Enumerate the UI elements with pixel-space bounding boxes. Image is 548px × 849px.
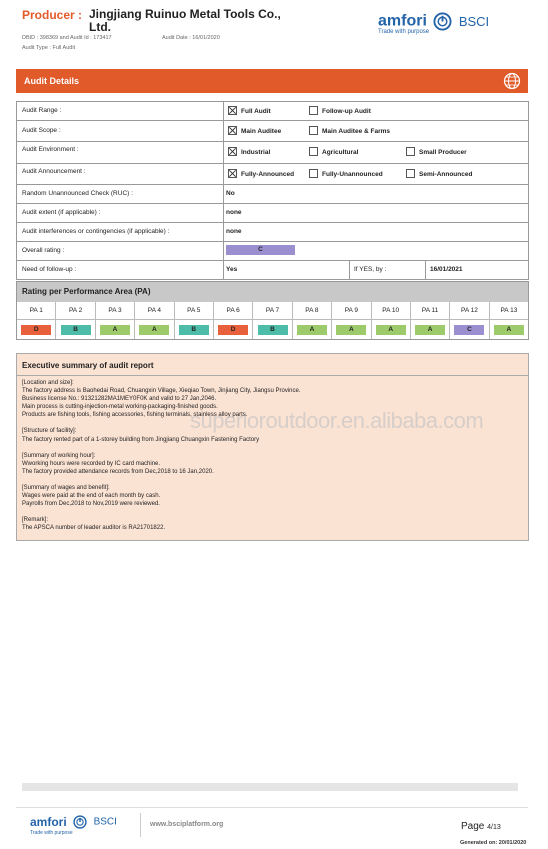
full-audit-option: Full Audit: [228, 107, 271, 116]
if-yes-label: If YES, by :: [354, 266, 387, 273]
overall-rating-label: Overall rating :: [22, 247, 65, 254]
audit-announcement-row: [17, 164, 528, 185]
summary-line: Business license No.: 91321282MA1MEY0F0K and valid to 27 Jan,2046.: [22, 396, 217, 403]
summary-line: The factory provided attendance records from Dec,2018 to 16 Jan,2020.: [22, 468, 214, 475]
page-indicator: [461, 821, 501, 832]
summary-body: [22, 379, 522, 540]
producer-name: Jingjiang Ruinuo Metal Tools Co., Ltd.: [89, 7, 281, 34]
brand-tagline: Trade with purpose: [378, 29, 430, 35]
pa-label: PA 5: [175, 302, 213, 320]
pa-grade-badge: B: [61, 325, 91, 335]
summary-heading: [Structure of facility]:: [22, 428, 77, 435]
follow-up-audit-checkbox: [309, 106, 318, 115]
amfori-logo: [378, 12, 489, 35]
pa-grade-badge: A: [100, 325, 130, 335]
summary-line: Wworking hours were recorded by IC card machine.: [22, 460, 161, 467]
summary-line: The factory rented part of a 1-storey building from Jingjiang Chuangxin Fastening Factory: [22, 436, 260, 443]
producer-label: Producer :: [22, 8, 83, 22]
pa-label: PA 11: [411, 302, 449, 320]
audit-environment-label: Audit Environment :: [22, 146, 79, 153]
footer-brand-suffix: BSCI: [93, 816, 117, 828]
audit-environment-row: [17, 142, 528, 164]
pa-grade-badge: A: [494, 325, 524, 335]
main-auditee-farms-option: Main Auditee & Farms: [309, 127, 390, 136]
overall-rating-badge: C: [226, 245, 295, 255]
interferences-label: Audit interferences or contingencies (if applicable) :: [22, 228, 170, 235]
pa-label: PA 2: [56, 302, 94, 320]
if-yes-date: 16/01/2021: [430, 266, 463, 273]
audit-details-title: Audit Details: [24, 76, 80, 86]
dbid-line: DBID : 398369 and Audit Id : 173417: [22, 35, 112, 41]
pa-grade-badge: B: [258, 325, 288, 335]
page-number: 4/13: [487, 824, 501, 831]
ruc-row: [17, 185, 528, 204]
pa-label: PA 4: [135, 302, 173, 320]
summary-title: Executive summary of audit report: [22, 361, 154, 370]
audit-date: Audit Date : 16/01/2020: [162, 35, 220, 41]
pa-cell: [489, 302, 528, 339]
summary-block: [22, 516, 522, 532]
fully-unannounced-option: Fully-Unannounced: [309, 170, 383, 179]
summary-line: Main process is cutting-injection-metal working-packaging-finished goods.: [22, 404, 218, 411]
page-label: Page: [461, 821, 485, 832]
footer-divider: [16, 807, 528, 808]
pa-grade-badge: A: [139, 325, 169, 335]
footer-vertical-divider: [140, 813, 141, 837]
pa-cell: [213, 302, 252, 339]
footer-website-link[interactable]: www.bsciplatform.org: [150, 821, 224, 828]
ruc-value: No: [226, 190, 235, 197]
summary-block: [22, 452, 522, 476]
pa-grade-badge: A: [336, 325, 366, 335]
pa-cell: [252, 302, 291, 339]
follow-up-row: [17, 261, 528, 279]
pa-cell: [17, 302, 55, 339]
semi-announced-option: Semi-Announced: [406, 170, 472, 179]
main-auditee-farms-checkbox: [309, 126, 318, 135]
summary-heading: [Summary of wages and benefit]:: [22, 484, 110, 491]
agricultural-checkbox: [309, 147, 318, 156]
pa-grade-badge: A: [297, 325, 327, 335]
follow-up-value: Yes: [226, 266, 238, 273]
full-audit-checkbox: [228, 106, 237, 115]
pa-grade-badge: A: [376, 325, 406, 335]
summary-heading: [Location and size]:: [22, 380, 74, 386]
footer-amfori-logo: [30, 813, 117, 836]
audit-announcement-label: Audit Announcement :: [22, 168, 86, 175]
summary-line: Products are fishing tools, fishing accessories, fishing terminals, stainless alloy parts.: [22, 412, 248, 419]
summary-line: The APSCA number of leader auditor is RA21701822.: [22, 525, 166, 532]
interferences-value: none: [226, 228, 242, 235]
audit-extent-row: [17, 204, 528, 223]
summary-block: [22, 484, 522, 508]
audit-extent-value: none: [226, 209, 242, 216]
follow-up-audit-option: Follow-up Audit: [309, 107, 371, 116]
pa-label: PA 7: [253, 302, 291, 320]
semi-announced-checkbox: [406, 169, 415, 178]
pa-label: PA 8: [293, 302, 331, 320]
audit-extent-label: Audit extent (if applicable) :: [22, 209, 101, 216]
small-producer-option: Small Producer: [406, 148, 467, 157]
audit-scope-row: [17, 121, 528, 142]
pa-cell: [331, 302, 370, 339]
overall-rating-row: [17, 242, 528, 261]
summary-line: Payrolls from Dec,2018 to Nov,2019 were reviewed.: [22, 501, 160, 508]
main-auditee-checkbox: [228, 126, 237, 135]
audit-scope-label: Audit Scope :: [22, 127, 61, 134]
fully-unannounced-checkbox: [309, 169, 318, 178]
pa-cell: [410, 302, 449, 339]
pa-cell: [449, 302, 488, 339]
summary-heading: [Remark]:: [22, 517, 49, 524]
pa-label: PA 1: [17, 302, 55, 320]
fully-announced-checkbox: [228, 169, 237, 178]
pa-cell: [371, 302, 410, 339]
pa-cell: [174, 302, 213, 339]
pa-label: PA 6: [214, 302, 252, 320]
summary-line: Wages were paid at the end of each month by cash.: [22, 493, 161, 500]
summary-heading: [Summary of working hour]:: [22, 452, 96, 459]
brand-suffix: BSCI: [458, 14, 490, 29]
pa-cell: [55, 302, 94, 339]
industrial-checkbox: [228, 147, 237, 156]
small-producer-checkbox: [406, 147, 415, 156]
audit-range-label: Audit Range :: [22, 107, 62, 114]
pa-grade-badge: C: [454, 325, 484, 335]
pa-grade-badge: D: [218, 325, 248, 335]
audit-details-bar: [16, 69, 528, 93]
generated-on: Generated on: 20/01/2020: [460, 840, 527, 846]
pa-label: PA 10: [372, 302, 410, 320]
pa-grade-badge: A: [415, 325, 445, 335]
pa-cell: [95, 302, 134, 339]
amfori-swirl-icon: [433, 12, 452, 31]
ruc-label: Random Unannounced Check (RUC) :: [22, 190, 133, 197]
industrial-option: Industrial: [228, 148, 270, 157]
watermark: superioroutdoor.en.alibaba.com: [190, 408, 484, 433]
follow-up-label: Need of follow-up :: [22, 266, 77, 273]
agricultural-option: Agricultural: [309, 148, 358, 157]
footer-grey-bar: [22, 783, 518, 791]
globe-icon: [503, 72, 521, 90]
pa-cell: [134, 302, 173, 339]
interferences-row: [17, 223, 528, 242]
pa-cell: [292, 302, 331, 339]
audit-range-row: [17, 102, 528, 121]
pa-label: PA 12: [450, 302, 488, 320]
fully-announced-option: Fully-Announced: [228, 170, 294, 179]
footer-amfori-swirl-icon: [73, 815, 87, 829]
audit-type: Audit Type : Full Audit: [22, 45, 76, 51]
rating-table: [16, 281, 529, 340]
main-auditee-option: Main Auditee: [228, 127, 281, 136]
pa-label: PA 3: [96, 302, 134, 320]
footer-brand-tagline: Trade with purpose: [30, 830, 73, 836]
executive-summary: [16, 353, 529, 541]
footer-brand-main: amfori: [30, 814, 67, 829]
pa-grade-badge: D: [21, 325, 51, 335]
audit-details-table: [16, 101, 529, 280]
pa-label: PA 9: [332, 302, 370, 320]
brand-main: amfori: [378, 12, 427, 30]
pa-grade-badge: B: [179, 325, 209, 335]
pa-grid: [17, 302, 528, 339]
rating-title: Rating per Performance Area (PA): [17, 282, 528, 302]
pa-label: PA 13: [490, 302, 528, 320]
summary-line: The factory address is Baohedai Road, Chuangxin Village, Xieqiao Town, Jinjiang City, Jiangsu Province.: [22, 388, 301, 395]
